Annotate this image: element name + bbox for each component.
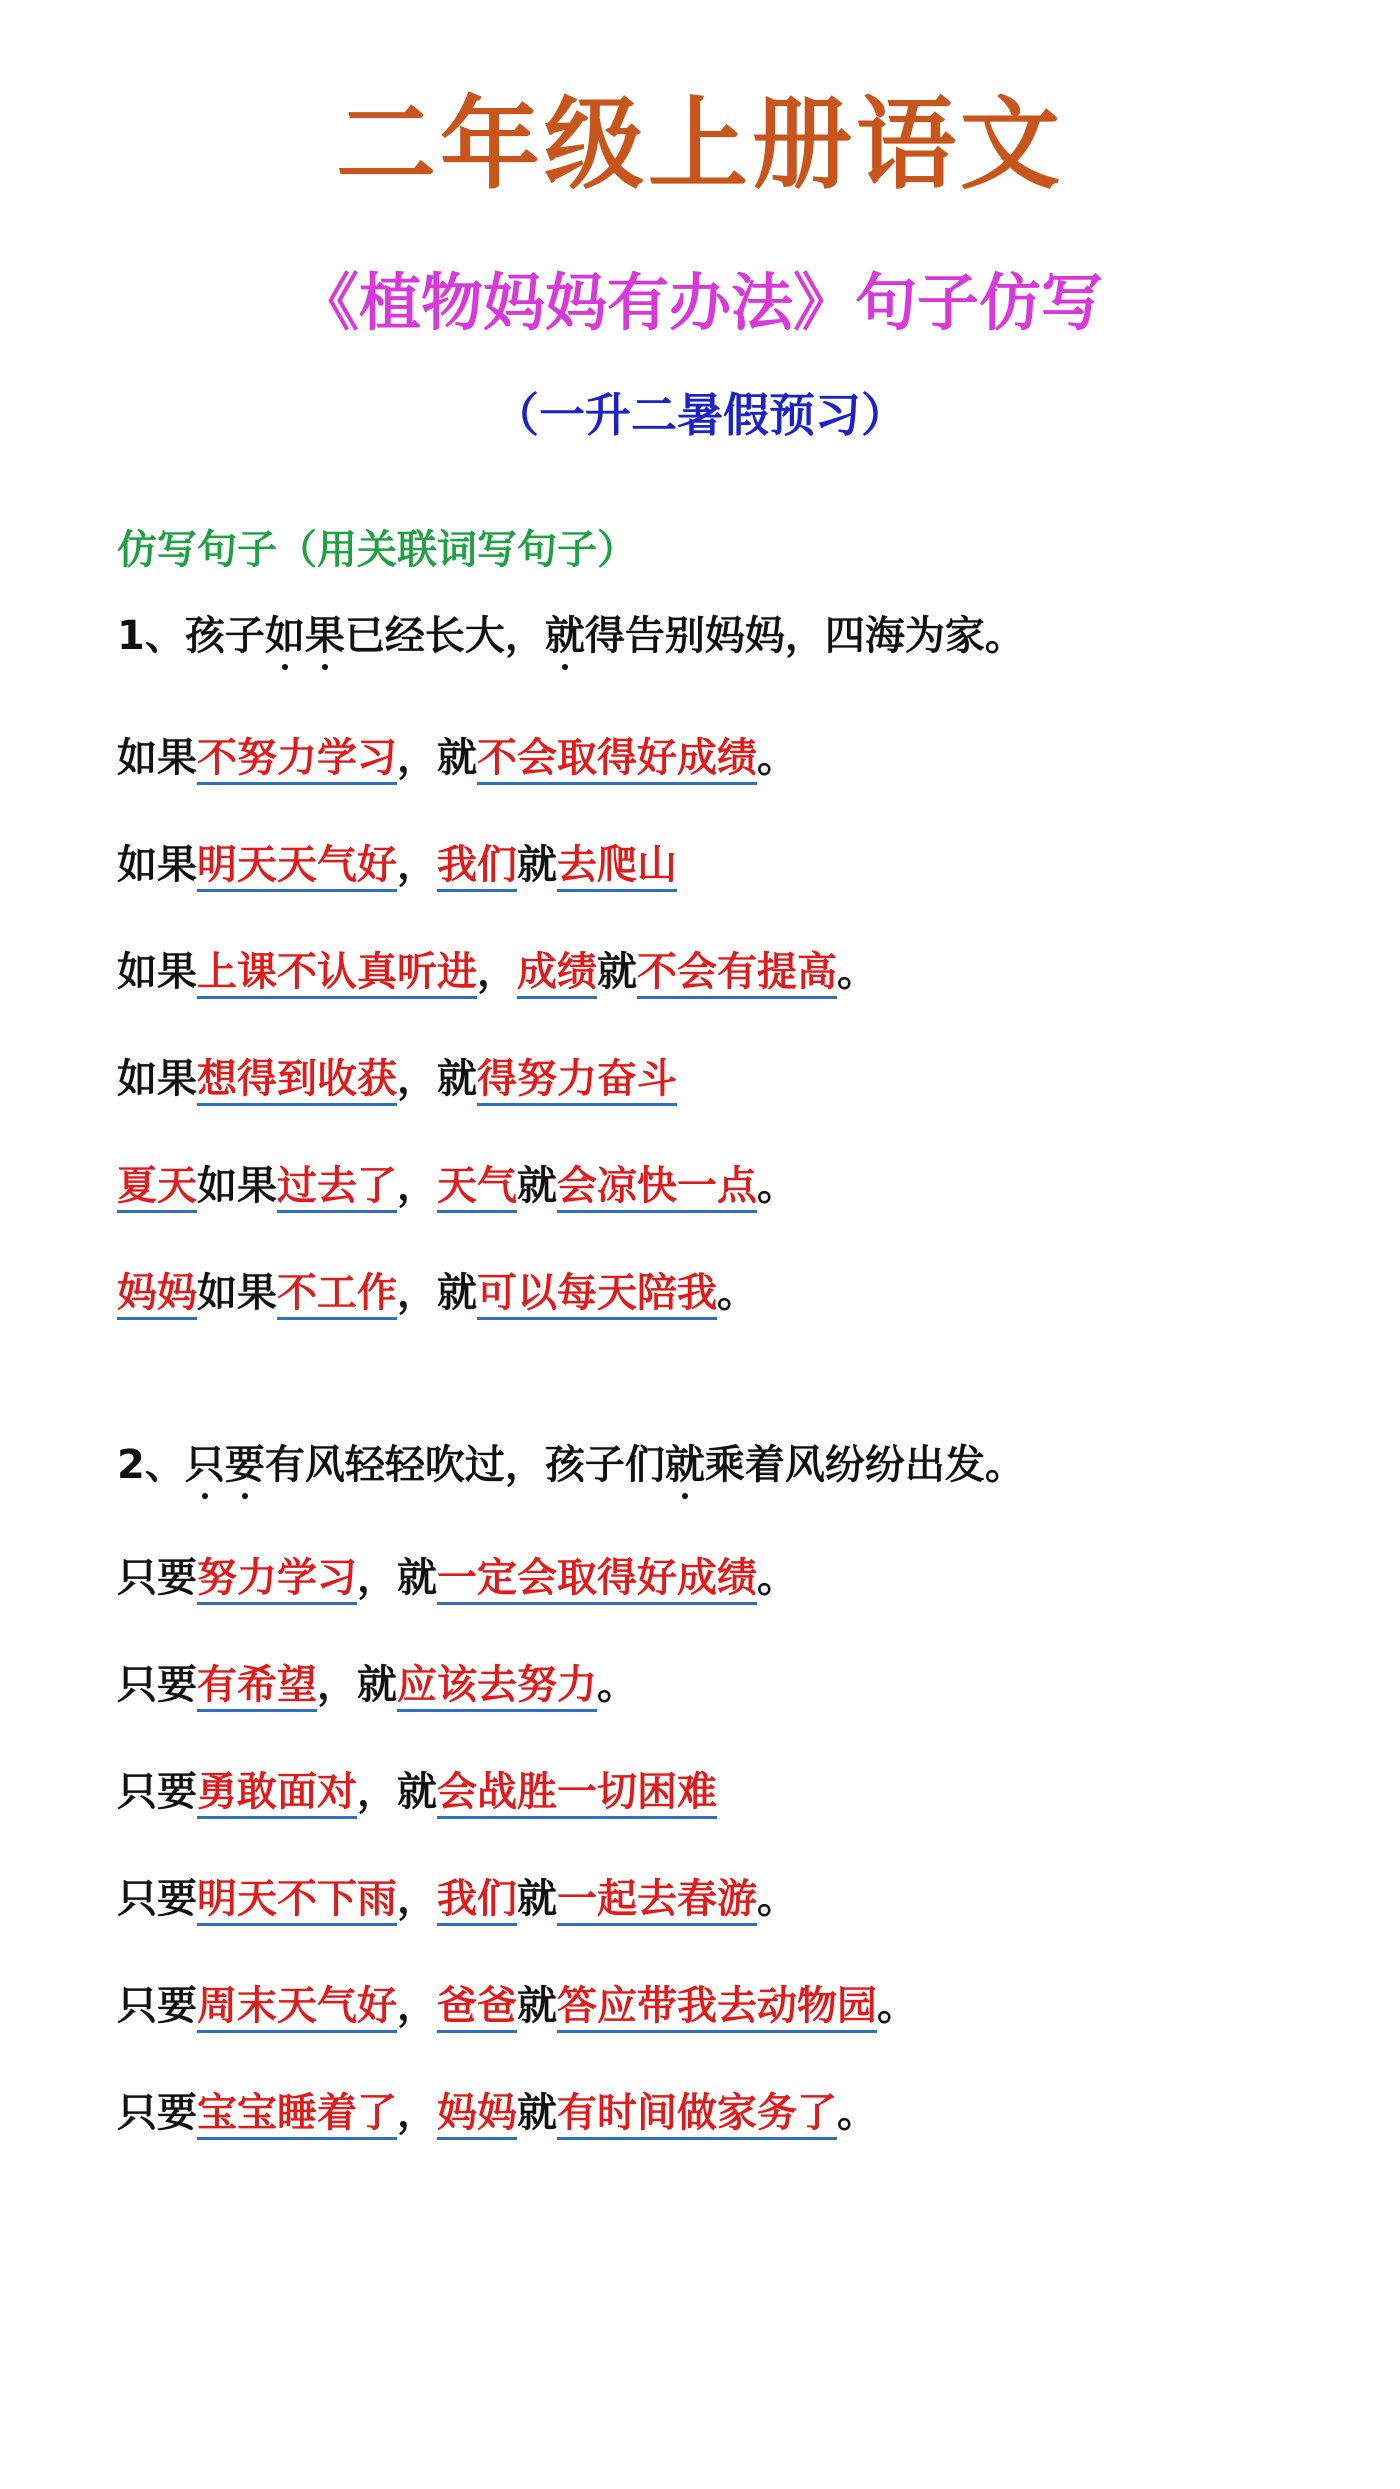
example-sentence [117,1662,917,1772]
sentence-text: ，就 [397,1056,477,1102]
sentence-text: ， [397,1163,437,1209]
filled-answer: 成绩 [517,952,597,999]
sentence-text: ， [397,1983,437,2029]
filled-answer: 有希望 [197,1665,317,1712]
filled-answer: 一定会取得好成绩 [437,1558,757,1605]
example-sentence [117,1876,917,1986]
example-list-1 [117,735,877,1380]
filled-answer: 妈妈 [437,2093,517,2140]
sentence-text: 。 [597,1662,637,1708]
filled-answer: 明天天气好 [197,845,397,892]
model-sentence-2 [117,1442,1025,1488]
example-sentence [117,2090,917,2200]
filled-answer: 得努力奋斗 [477,1059,677,1106]
filled-answer: 会战胜一切困难 [437,1772,717,1819]
sentence-text: 就 [517,1983,557,2029]
filled-answer: 不会有提高 [637,952,837,999]
sentence-text: 。 [757,1555,797,1601]
sentence-text: 就 [517,1876,557,1922]
sentence-text: 就 [517,2090,557,2136]
filled-answer: 妈妈 [117,1273,197,1320]
sentence-text: 。 [837,2090,877,2136]
example-sentence [117,1270,877,1380]
page-subtitle: 《植物妈妈有办法》句子仿写 [296,266,1103,339]
sentence-text: 乘着风纷纷出发。 [704,1442,1025,1488]
emphasis-char: 果 [304,613,345,659]
sentence-text: 就 [597,949,637,995]
sentence-text: ，就 [317,1662,397,1708]
sentence-text: 2、 [117,1442,185,1488]
example-sentence [117,1555,917,1665]
sentence-text: 只要 [117,2090,197,2136]
filled-answer: 有时间做家务了 [557,2093,837,2140]
filled-answer: 可以每天陪我 [477,1273,717,1320]
sentence-text: 。 [757,1163,797,1209]
sentence-text: 只要 [117,1876,197,1922]
sentence-text: 已经长大， [344,613,545,659]
sentence-text: 就 [517,1163,557,1209]
example-sentence [117,735,877,845]
sentence-text: 。 [837,949,877,995]
filled-answer: 宝宝睡着了 [197,2093,397,2140]
sentence-text: 。 [757,1876,797,1922]
filled-answer: 不努力学习 [197,738,397,785]
example-sentence [117,1163,877,1273]
filled-answer: 周末天气好 [197,1986,397,2033]
example-sentence [117,1769,917,1879]
sentence-text: 如果 [197,1270,277,1316]
section-heading: 仿写句子（用关联词写句子） [117,527,637,573]
filled-answer: 我们 [437,1879,517,1926]
filled-answer: 答应带我去动物园 [557,1986,877,2033]
filled-answer: 明天不下雨 [197,1879,397,1926]
page-note: （一升二暑假预习） [493,388,907,442]
example-list-2 [117,1555,917,2200]
sentence-text: 只要 [117,1983,197,2029]
sentence-text: 有风轻轻吹过，孩子们 [264,1442,665,1488]
filled-answer: 努力学习 [197,1558,357,1605]
sentence-text: 。 [717,1270,757,1316]
sentence-text: ， [397,842,437,888]
example-sentence [117,842,877,952]
page-title: 二年级上册语文 [336,86,1064,203]
filled-answer: 爸爸 [437,1986,517,2033]
sentence-text: ，就 [397,735,477,781]
model-sentence-1 [117,613,1025,659]
emphasis-char: 就 [544,613,585,659]
filled-answer: 过去了 [277,1166,397,1213]
filled-answer: 去爬山 [557,845,677,892]
sentence-text: 只要 [117,1555,197,1601]
example-sentence [117,949,877,1059]
sentence-text: ，就 [357,1555,437,1601]
filled-answer: 不会取得好成绩 [477,738,757,785]
filled-answer: 会凉快一点 [557,1166,757,1213]
filled-answer: 不工作 [277,1273,397,1320]
sentence-text: ， [397,2090,437,2136]
example-sentence [117,1983,917,2093]
sentence-text: 如果 [117,842,197,888]
emphasis-char: 要 [224,1442,265,1488]
sentence-text: ，就 [357,1769,437,1815]
sentence-text: 只要 [117,1769,197,1815]
filled-answer: 一起去春游 [557,1879,757,1926]
emphasis-char: 如 [264,613,305,659]
sentence-text: 只要 [117,1662,197,1708]
sentence-text: 。 [757,735,797,781]
filled-answer: 想得到收获 [197,1059,397,1106]
emphasis-char: 就 [664,1442,705,1488]
sentence-text: 就 [517,842,557,888]
sentence-text: ，就 [397,1270,477,1316]
sentence-text: ， [477,949,517,995]
filled-answer: 勇敢面对 [197,1772,357,1819]
sentence-text: 如果 [117,735,197,781]
emphasis-char: 只 [184,1442,225,1488]
sentence-text: 得告别妈妈，四海为家。 [584,613,1025,659]
filled-answer: 上课不认真听进 [197,952,477,999]
sentence-text: 。 [877,1983,917,2029]
filled-answer: 天气 [437,1166,517,1213]
filled-answer: 夏天 [117,1166,197,1213]
sentence-text: 如果 [117,949,197,995]
sentence-text: 如果 [117,1056,197,1102]
sentence-text: 1、孩子 [117,613,265,659]
sentence-text: ， [397,1876,437,1922]
filled-answer: 我们 [437,845,517,892]
filled-answer: 应该去努力 [397,1665,597,1712]
example-sentence [117,1056,877,1166]
sentence-text: 如果 [197,1163,277,1209]
